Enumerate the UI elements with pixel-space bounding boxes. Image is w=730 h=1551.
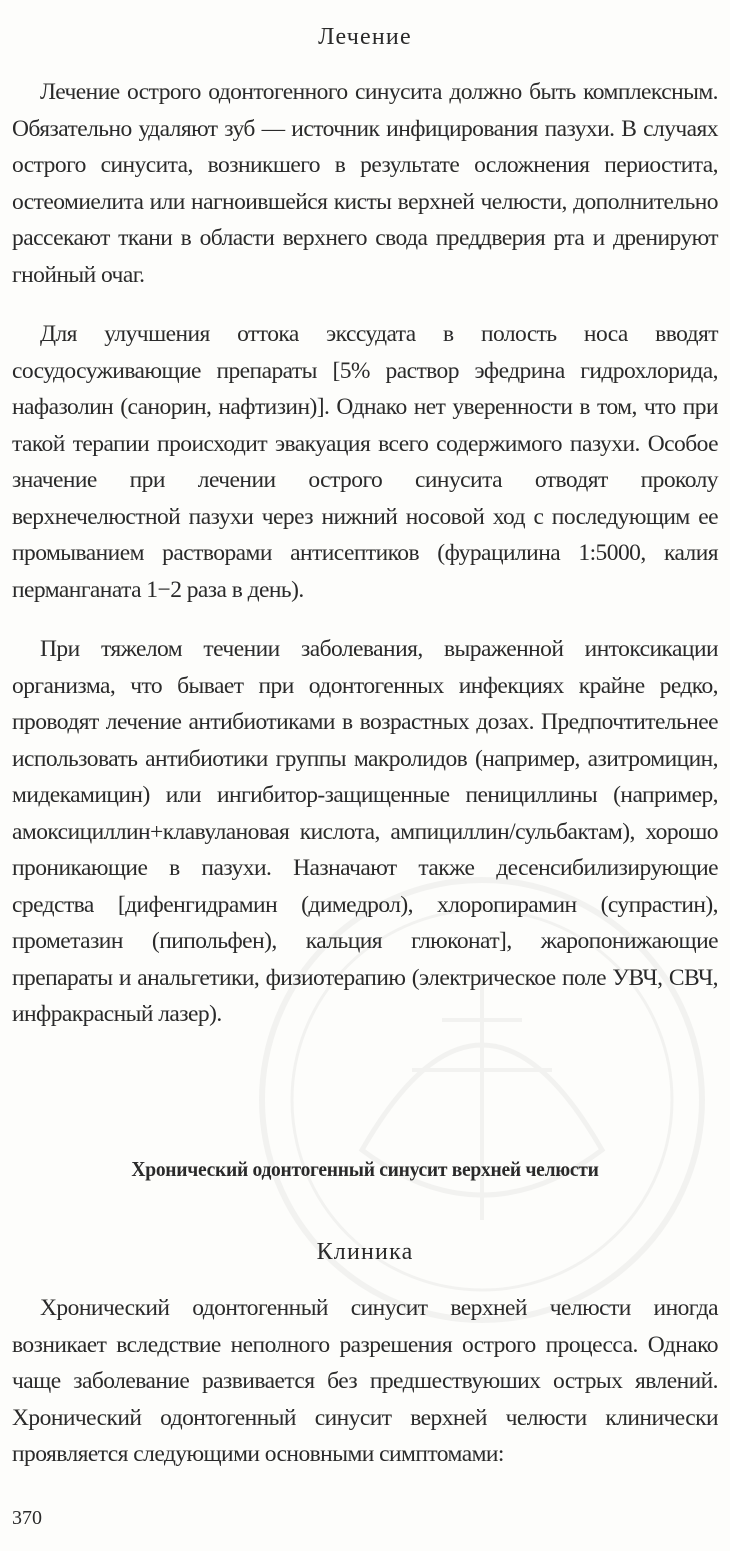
paragraph-clinic: Хронический одонтогенный синусит верхней челюсти иногда возникает вследствие неполного разрешения острого процесса. Однако чаще заболевание развивается без предшествуюших острых явлений. Хронический одонтогенный синусит верхней челюсти клинически проявляется следующими основными симптомами:	[12, 1295, 718, 1467]
paragraph-treatment-3: При тяжелом течении заболевания, выраженной интоксикации организма, что бывает при одонтогенных инфекциях крайне редко, проводят лечение антибиотиками в возрастных дозах. Предпочтительнее использовать антибиотики группы макролидов (например, азитромицин, мидекамицин) или ингибитор-защищенные пенициллины (например, амоксициллин+клавулановая кислота, ампициллин/сульбактам), хорошо проникающие в пазухи. Назначают также десенсибилизирующие средства [дифенгидрамин (димедрол), хлоропирамин (супрастин), прометазин (пипольфен), кальция глюконат], жаропонижающие препараты и анальгетики, физиотерапию (электрическое поле УВЧ, СВЧ, инфракрасный лазер).	[12, 636, 718, 1027]
paragraph-treatment-2: Для улучшения оттока экссудата в полость носа вводят сосудосуживающие препараты [5% раствор эфедрина гидрохлорида, нафазолин (санорин, нафтизин)]. Однако нет уверенности в том, что при такой терапии происходит эвакуация всего содержимого пазухи. Особое значение при лечении острого синусита отводят проколу верхнечелюстной пазухи через нижний носовой ход с последующим ее промыванием растворами антисептиков (фурацилина 1:5000, калия перманганата 1−2 раза в день).	[12, 321, 718, 603]
paragraph-treatment-1: Лечение острого одонтогенного синусита должно быть комплексным. Обязательно удаляют зуб — источник инфицирования пазухи. В случаях острого синусита, возникшего в результате осложнения периостита, остеомиелита или нагноившейся кисты верхней челюсти, дополнительно рассекают ткани в области верхнего свода преддверия рта и дренируют гнойный очаг.	[12, 79, 718, 288]
chapter-heading: Хронический одонтогенный синусит верхней челюсти	[131, 1157, 599, 1181]
page-number: 370	[12, 1507, 42, 1529]
section-heading-treatment: Лечение	[318, 24, 412, 50]
subheading-clinic: Клиника	[316, 1239, 414, 1265]
book-page	[12, 0, 718, 1551]
